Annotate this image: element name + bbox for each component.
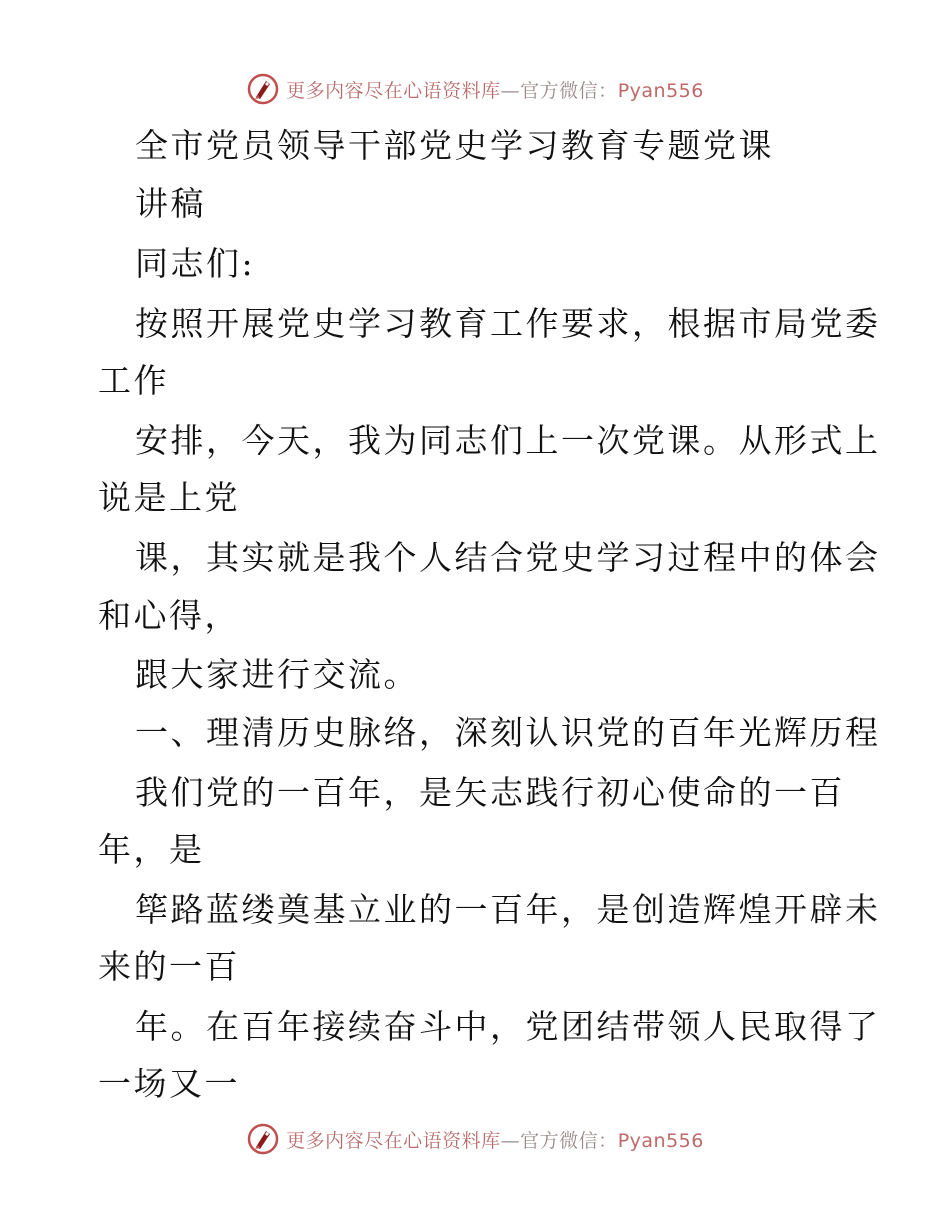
- watermark-text: [286, 1126, 704, 1153]
- paragraph-line: 年，是: [98, 830, 205, 869]
- watermark-part1: 更多内容尽在心语资料库: [286, 79, 501, 102]
- document-title-line-1: 全市党员领导干部党史学习教育专题党课: [135, 126, 774, 165]
- paragraph-line: 按照开展党史学习教育工作要求，根据市局党委: [135, 304, 881, 343]
- section-heading: 一、理清历史脉络，深刻认识党的百年光辉历程: [135, 713, 881, 752]
- watermark-part2: —官方微信：: [500, 79, 618, 102]
- paragraph-line: 来的一百: [98, 947, 240, 986]
- paragraph-line: 筚路蓝缕奠基立业的一百年，是创造辉煌开辟未: [135, 890, 881, 929]
- paragraph-line: 说是上党: [98, 478, 240, 517]
- paragraph-line: 安排，今天，我为同志们上一次党课。从形式上: [135, 421, 881, 460]
- watermark-text: [286, 76, 704, 103]
- pen-nib-circle-icon: [246, 72, 280, 106]
- watermark-wechat-id: Pyan556: [617, 79, 704, 102]
- footer-watermark: [0, 1122, 950, 1156]
- pen-nib-circle-icon: [246, 1122, 280, 1156]
- paragraph-line: 一场又一: [98, 1064, 240, 1103]
- watermark-part2: —官方微信：: [500, 1129, 618, 1152]
- header-watermark: [0, 72, 950, 106]
- paragraph-line: 年。在百年接续奋斗中，党团结带领人民取得了: [135, 1007, 881, 1046]
- paragraph-line: 我们党的一百年，是矢志践行初心使命的一百: [135, 773, 845, 812]
- paragraph-line: 课，其实就是我个人结合党史学习过程中的体会: [135, 538, 881, 577]
- watermark-wechat-id: Pyan556: [617, 1129, 704, 1152]
- document-title-line-2: 讲稿: [135, 184, 206, 223]
- paragraph-line: 工作: [98, 361, 169, 400]
- paragraph-line: 跟大家进行交流。: [135, 655, 419, 694]
- paragraph-line: 和心得，: [98, 596, 240, 635]
- watermark-part1: 更多内容尽在心语资料库: [286, 1129, 501, 1152]
- salutation: 同志们:: [135, 244, 256, 283]
